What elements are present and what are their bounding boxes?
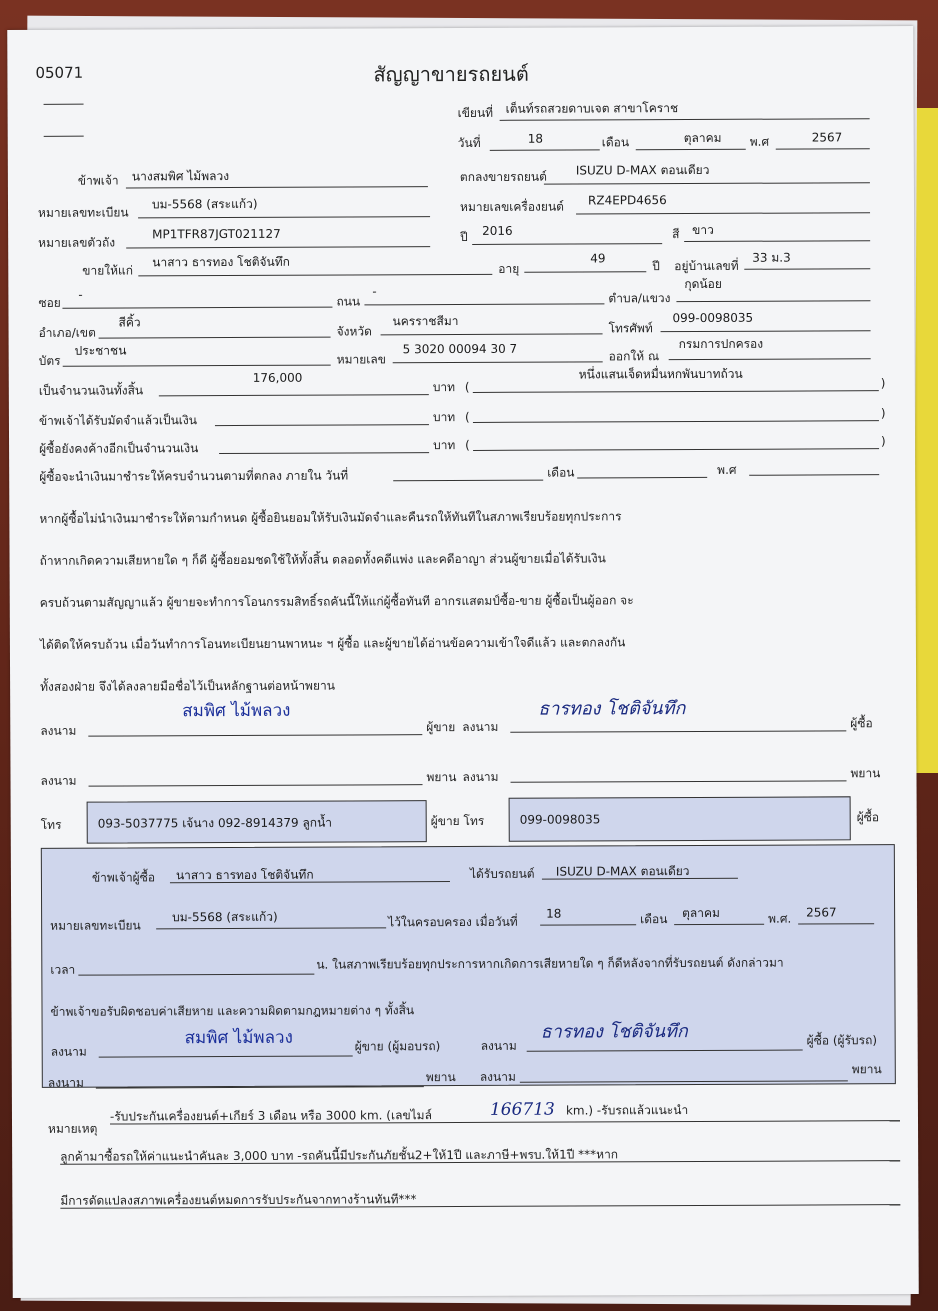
receipt-month-label: เดือน (640, 912, 668, 927)
date-year-label: พ.ศ (749, 134, 770, 149)
date-day-label: วันที่ (457, 135, 481, 151)
receipt-year-label: พ.ศ. (768, 911, 792, 926)
soi-value: - (78, 287, 83, 302)
plate-value: บม-5568 (สระแก้ว) (151, 196, 258, 212)
possess-label: ไว้ในครอบครอง เมื่อวันที่ (388, 914, 518, 930)
total-label: เป็นจำนวนเงินทั้งสิ้น (38, 383, 144, 398)
card-no-label: หมายเลข (336, 352, 386, 367)
term-line-5: ทั้งสองฝ่าย จึงได้ลงลายมือชื่อไว้เป็นหลักฐานต่อหน้าพยาน (40, 678, 335, 694)
sign-label-2: ลงนาม (462, 719, 499, 735)
province-label: จังหวัด (336, 324, 372, 339)
car-year-label: ปี (460, 229, 468, 245)
phone-label: โทรศัพท์ (608, 321, 653, 336)
agree-label: ตกลงขายรถยนต์ (459, 169, 547, 185)
seller-tel: 093-5037775 เจ้นาง 092-8914379 ลูกน้ำ (97, 815, 333, 831)
seller-signature: สมพิศ ไม้พลวง (182, 700, 291, 722)
house-label: อยู่บ้านเลขที่ (674, 258, 739, 274)
term-line-3: ครบถ้วนตามสัญญาแล้ว ผู้ขายจะทำการโอนกรรมสิทธิ์รถคันนี้ให้แก่ผู้ซื้อทันที อากรแสตมป์ซื้อ-ขาย ผู้ซื้อเป็นผู้ออก จะ (39, 593, 634, 610)
plate-label: หมายเลขทะเบียน (38, 205, 129, 220)
date-year: 2567 (811, 130, 843, 145)
note-line-1b: km.) -รับรถแล้วแนะนำ (565, 1103, 689, 1118)
doc-number: 05071 (35, 63, 84, 82)
tel-label: โทร (40, 817, 62, 832)
receipt-witness-role-2: พยาน (851, 1062, 882, 1077)
receipt-buyer-signature: ธารทอง โชติจันทึก (540, 1021, 688, 1043)
witness-role-2: พยาน (850, 766, 881, 781)
age-label: อายุ (498, 261, 520, 276)
total-baht: บาท (432, 380, 456, 395)
engine-value: RZ4EPD4656 (587, 193, 667, 208)
sign-label-4: ลงนาม (462, 769, 499, 785)
time-label: เวลา (50, 962, 76, 977)
card-no: 5 3020 00094 30 7 (402, 341, 518, 357)
receipt-month: ตุลาคม (682, 905, 720, 921)
subdistrict-label: ตำบล/แขวง (608, 291, 671, 306)
sign-label-1: ลงนาม (40, 723, 77, 738)
note-line-1a: -รับประกันเครื่องยนต์+เกียร์ 3 เดือน หรือ 3000 km. (เลขไมล์ (109, 1108, 432, 1124)
buyer-tel-box (509, 796, 851, 841)
term-line-2: ถ้าหากเกิดความเสียหายใด ๆ ก็ดี ผู้ซื้อยอมชดใช้ให้ทั้งสิ้น ตลอดทั้งคดีแพ่ง และคดีอาญา ส่วนผู้ขายเมื่อได้รับเงิน (39, 551, 606, 568)
witness-role-1: พยาน (426, 770, 457, 785)
province-value: นครราชสีมา (392, 314, 459, 329)
term-line-1: หากผู้ซื้อไม่นำเงินมาชำระให้ตามกำหนด ผู้ซื้อยินยอมให้รับเงินมัดจำและคืนรถให้ทันทีในสภาพเรียบร้อยทุกประการ (39, 509, 622, 526)
seller-label: ข้าพเจ้า (77, 173, 119, 188)
seller-tel-box (87, 800, 427, 843)
receipt-year: 2567 (806, 905, 837, 920)
date-month-label: เดือน (601, 135, 630, 150)
receipt-plate-label: หมายเลขทะเบียน (50, 918, 141, 933)
buyer-signature: ธารทอง โชติจันทึก (538, 698, 686, 720)
seller-tel-label: ผู้ขาย โทร (430, 813, 485, 829)
receipt-sign-label-3: ลงนาม (47, 1075, 84, 1090)
accept-text: ข้าพเจ้าขอรับผิดชอบค่าเสียหาย และความผิดตามกฎหมายต่าง ๆ ทั้งสิ้น (50, 1003, 415, 1019)
district-value: สีคิ้ว (118, 315, 141, 330)
card-value: ประชาชน (74, 343, 127, 358)
buyer-role-1: ผู้ซื้อ (850, 716, 873, 731)
house-value: 33 ม.3 (752, 250, 791, 265)
page-title: สัญญาขายรถยนต์ (373, 61, 529, 87)
age-value: 49 (590, 251, 606, 266)
receipt-section (41, 844, 896, 1088)
receipt-buyer-role: ผู้ซื้อ (ผู้รับรถ) (806, 1033, 878, 1048)
time-text: น. ในสภาพเรียบร้อยทุกประการหากเกิดการเสียหายใด ๆ ก็ดีหลังจากที่รับรถยนต์ ดังกล่าวมา (316, 955, 784, 972)
total-value: 176,000 (252, 370, 303, 385)
car-year: 2016 (482, 223, 513, 238)
receipt-sign-label-2: ลงนาม (480, 1038, 517, 1053)
deposit-baht: บาท (432, 410, 456, 425)
date-day: 18 (527, 131, 544, 146)
buyer-tel: 099-0098035 (519, 812, 601, 827)
note-label: หมายเหตุ (48, 1121, 98, 1136)
issued-value: กรมการปกครอง (678, 336, 764, 352)
card-label: บัตร (38, 353, 61, 368)
soi-label: ซอย (38, 295, 61, 310)
note-line-2: ลูกค้ามาซื้อรถให้ค่าแนะนำคันละ 3,000 บาท -รถคันนี้มีประกันภัยชั้น2+ให้1ปี และภาษี+พรบ.ให้1ปี ***หาก (60, 1147, 619, 1164)
age-unit: ปี (652, 259, 660, 274)
seller-role-1: ผู้ขาย (426, 720, 456, 735)
note-line-3: มีการดัดแปลงสภาพเครื่องยนต์หมดการรับประกันจากทางร้านทันที*** (60, 1192, 417, 1208)
buyer-name: นาสาว ธารทอง โชติจันทึก (152, 254, 290, 270)
deposit-label: ข้าพเจ้าได้รับมัดจำแล้วเป็นเงิน (38, 413, 197, 428)
buyer-role-2: ผู้ซื้อ (856, 810, 880, 825)
remain-label: ผู้ซื้อยังคงค้างอีกเป็นจำนวนเงิน (39, 441, 199, 456)
issued-label: ออกให้ ณ (608, 349, 660, 364)
receipt-buyer: นาสาว ธารทอง โชติจันทึก (175, 867, 314, 883)
date-month: ตุลาคม (683, 130, 722, 146)
remain-baht: บาท (433, 438, 456, 453)
color-value: ขาว (692, 222, 714, 237)
subdistrict-value: กุดน้อย (684, 276, 722, 292)
road-value: - (372, 284, 377, 299)
buyer-label: ขายให้แก่ (82, 263, 134, 278)
due-label: ผู้ซื้อจะนำเงินมาชำระให้ครบจำนวนตามที่ตกลง ภายใน วันที่ (39, 468, 349, 484)
receipt-day: 18 (546, 906, 562, 921)
district-label: อำเภอ/เขต (38, 325, 96, 340)
phone-value: 099-0098035 (672, 310, 754, 326)
car-model: ISUZU D-MAX ตอนเดียว (575, 162, 710, 178)
receipt-plate: บม-5568 (สระแก้ว) (172, 909, 278, 925)
receipt-buyer-label: ข้าพเจ้าผู้ซื้อ (91, 870, 156, 885)
written-at-value: เต็นท์รถสวยดาบเจต สาขาโคราช (505, 101, 679, 116)
receipt-sign-label-4: ลงนาม (479, 1069, 516, 1084)
road-label: ถนน (336, 294, 361, 309)
due-year-label: พ.ศ (717, 462, 737, 477)
total-words: หนึ่งแสนเจ็ดหมื่นหกพันบาทถ้วน (578, 366, 743, 382)
received-car: ISUZU D-MAX ตอนเดียว (555, 864, 690, 879)
color-label: สี (672, 227, 680, 242)
term-line-4: ได้ติดให้ครบถ้วน เมื่อวันทำการโอนทะเบียนยานพาหนะ ฯ ผู้ซื้อ และผู้ขายได้อ่านข้อความเข้าใจดีแล้ว และตกลงกัน (39, 635, 626, 652)
due-month-label: เดือน (547, 465, 575, 480)
receipt-seller-role: ผู้ขาย (ผู้มอบรถ) (354, 1039, 441, 1054)
seller-name: นางสมพิศ ไม้พลวง (131, 169, 230, 184)
contract-sheet: 05071 สัญญาขายรถยนต์ เขียนที่ เต็นท์รถสวยดาบเจต สาขาโคราช วันที่ 18 เดือน ตุลาคม พ.ศ 2567 ข้าพเจ้า นางสมพิศ ไม้พลวง ตกลงขายรถยนต์ ISUZU D-MAX ตอนเดียว หมายเลขทะเบียน บม-5568 (สระแก้ว) หมายเลขเครื่องยนต์ RZ4EPD4656 หมายเลขตัวถัง MP1TFR87JGT021127 ปี 2016 สี ขาว ขายให้แก่ นาสาว ธารทอง โชติจันทึก อายุ 49 ปี อยู่บ้านเลขที่ 33 ม.3 ซอย - ถนน - ตำบล/แขวง กุดน้อย อำเภอ/เขต สีคิ้ว จังหวัด นครราชสีมา โทรศัพท์ 099-0098035 บัตร ประชาชน หมายเลข 5 3020 00094 30 7 ออกให้ ณ กรมการปกครอง เป็นจำนวนเงินทั้งสิ้น 176,000 บาท ( หนึ่งแสนเจ็ดหมื่นหกพันบาทถ้วน ) ข้าพเจ้าได้รับมัดจำแล้วเป็นเงิน บาท ( ) ผู้ซื้อยังคงค้างอีกเป็นจำนวนเงิน บาท ( ) ผู้ซื้อจะนำเงินมาชำระให้ครบจำนวนตามที่ตกลง ภายใน วันที่ เดือน พ.ศ หากผู้ซื้อไม่นำเงินมาชำระให้ตามกำหนด ผู้ซื้อยินยอมให้รับเงินมัดจำและคืนรถให้ทันทีในสภาพเรียบร้อยทุกประการ ถ้าหากเกิดความเสียหายใด ๆ ก็ดี ผู้ซื้อยอมชดใช้ให้ทั้งสิ้น ตลอดทั้งคดีแพ่ง และคดีอาญา ส่วนผู้ขายเมื่อได้รับเงิน ครบถ้วนตามสัญญาแล้ว ผู้ขายจะทำการโอนกรรมสิทธิ์รถคันนี้ให้แก่ผู้ซื้อทันที อากรแสตมป์ซื้อ-ขาย ผู้ซื้อเป็นผู้ออก จะ ได้ติดให้ครบถ้วน เมื่อวันทำการโอนทะเบียนยานพาหนะ ฯ ผู้ซื้อ และผู้ขายได้อ่านข้อความเข้าใจดีแล้ว และตกลงกัน ทั้งสองฝ่าย จึงได้ลงลายมือชื่อไว้เป็นหลักฐานต่อหน้าพยาน ลงนาม สมพิศ ไม้พลวง ผู้ขาย ลงนาม ธารทอง โชติจันทึก ผู้ซื้อ ลงนาม พยาน ลงนาม พยาน โทร 093-5037775 เจ้นาง 092-8914379 ลูกน้ำ ผู้ขาย โทร 099-0098035 ผู้ซื้อ ข้าพเจ้าผู้ซื้อ นาสาว ธารทอง โชติจันทึก ได้รับรถยนต์ ISUZU D-MAX ตอนเดียว หมายเลขทะเบียน บม-5568 (สระแก้ว) ไว้ในครอบครอง เมื่อวันที่ 18 เดือน ตุลาคม พ.ศ. 2567 เวลา น. ในสภาพเรียบร้อยทุกประการหากเกิดการเสียหายใด ๆ ก็ดีหลังจากที่รับรถยนต์ ดังกล่าวมา ข้าพเจ้าขอรับผิดชอบค่าเสียหาย และความผิดตามกฎหมายต่าง ๆ ทั้งสิ้น ลงนาม สมพิศ ไม้พลวง ผู้ขาย (ผู้มอบรถ) ลงนาม ธารทอง โชติจันทึก ผู้ซื้อ (ผู้รับรถ) ลงนาม พยาน ลงนาม พยาน หมายเหตุ -รับประกันเครื่องยนต์+เกียร์ 3 เดือน หรือ 3000 km. (เลขไมล์ 166713 km.) -รับรถแล้วแนะนำ ลูกค้ามาซื้อรถให้ค่าแนะนำคันละ 3,000 บาท -รถคันนี้มีประกันภัยชั้น2+ให้1ปี และภาษี+พรบ.ให้1ปี ***หาก มีการดัดแปลงสภาพเครื่องยนต์หมดการรับประกันจากทางร้านทันที*** (7, 26, 919, 1298)
receipt-sign-label-1: ลงนาม (50, 1044, 87, 1059)
receipt-witness-role-1: พยาน (425, 1070, 456, 1085)
written-at-label: เขียนที่ (457, 105, 494, 121)
chassis-label: หมายเลขตัวถัง (38, 235, 116, 250)
chassis-value: MP1TFR87JGT021127 (152, 226, 281, 242)
note-mileage: 166713 (489, 1099, 555, 1120)
sign-label-3: ลงนาม (40, 773, 77, 788)
received-label: ได้รับรถยนต์ (469, 866, 535, 881)
engine-label: หมายเลขเครื่องยนต์ (459, 199, 564, 215)
receipt-seller-signature: สมพิศ ไม้พลวง (184, 1027, 293, 1049)
